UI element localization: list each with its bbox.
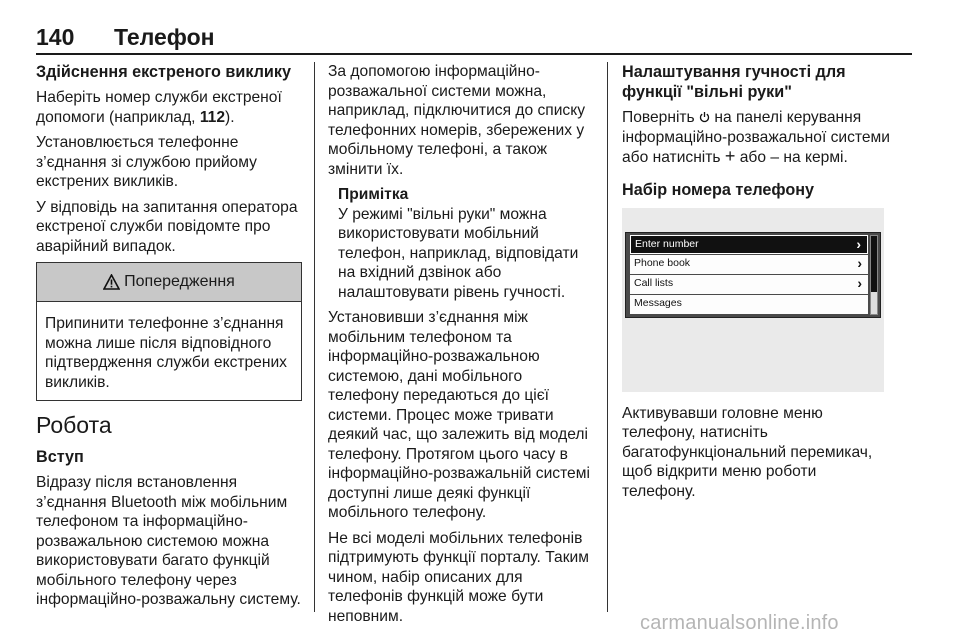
scrollbar-thumb[interactable] (871, 236, 877, 292)
col2-paragraph-1: За допомогою інформаційно-розважальної системи можна, наприклад, підключитися до списку телефонних номерів, збережених у мобільному телефоні, а також змінити їх. (328, 63, 586, 178)
emergency-paragraph-2: Установлюється телефонне з’єднання зі службою прийому екстрених викликів. (36, 134, 257, 190)
dialing-paragraph: Активувавши головне меню телефону, натисніть багатофункціональний перемикач, щоб відкрити меню роботи телефону. (622, 404, 873, 500)
warning-icon (103, 274, 120, 290)
dialing-heading: Набір номера телефону (622, 180, 815, 199)
chevron-right-icon: › (857, 254, 862, 271)
note-body: У режимі "вільні руки" можна використовувати мобільний телефон, наприклад, відповідати на вхідний дзвінок або налаштовувати рівень гучності. (338, 205, 579, 301)
phone-menu-display (625, 232, 881, 318)
warning-header (37, 263, 301, 302)
column-divider-1 (314, 62, 315, 612)
volume-heading: Налаштування гучності для функції "вільні руки" (622, 63, 846, 101)
warning-title: Попередження (124, 273, 235, 291)
watermark: carmanualsonline.info (640, 612, 839, 634)
column-3 (622, 62, 892, 507)
menu-item-messages[interactable]: Messages (630, 295, 868, 314)
column-2 (328, 62, 596, 632)
phone-menu-screenshot (622, 208, 884, 392)
menu-item-call-lists[interactable]: Call lists › (630, 275, 868, 294)
note-title: Примітка (338, 186, 409, 203)
emergency-paragraph-3: У відповідь на запитання оператора екстреної служби повідомте про аварійний випадок. (36, 198, 298, 255)
plus-symbol: + (724, 146, 736, 166)
note-block (328, 185, 596, 302)
chevron-right-icon: › (856, 235, 861, 252)
intro-subheading: Вступ (36, 448, 84, 466)
emergency-paragraph-1: Наберіть номер служби екстреної допомоги (наприклад, 112). (36, 89, 282, 126)
page-number: 140 (36, 24, 75, 50)
column-1 (36, 62, 302, 616)
header-rule (36, 53, 912, 55)
col2-paragraph-3: Не всі моделі мобільних телефонів підтримують функції порталу. Таким чином, набір описаних для телефонів функцій може бути неповним. (328, 529, 589, 625)
emergency-number: 112 (199, 108, 226, 126)
chapter-title: Телефон (114, 24, 215, 50)
minus-symbol: – (770, 149, 780, 166)
intro-paragraph: Відразу після встановлення з’єднання Bluetooth між мобільним телефоном та інформаційно-розважальною системою можна використовувати багато функцій мобільного телефону через інформаційно-розважальну систему. (36, 474, 301, 608)
warning-box (36, 262, 302, 401)
volume-paragraph: Поверніть на панелі керування інформаційно-розважальної системи або натисніть + або – на кермі. (622, 109, 890, 166)
power-knob-icon (699, 111, 710, 123)
chevron-right-icon: › (857, 274, 862, 291)
column-divider-2 (607, 62, 608, 612)
menu-scrollbar[interactable] (870, 235, 878, 315)
menu-item-enter-number[interactable]: Enter number › (630, 235, 868, 254)
col2-paragraph-2: Установивши з’єднання між мобільним телефоном та інформаційно-розважальною системою, дані мобільного телефону передаються до цієї системи. Процес може тривати деякий час, що залежить від моделі телефону. Протягом цього часу в інформаційно-розважальній системі доступні лише деякі функції мобільного телефону. (328, 309, 590, 521)
menu-item-phone-book[interactable]: Phone book › (630, 255, 868, 274)
emergency-call-heading: Здійснення екстреного виклику (36, 63, 291, 81)
page-header (36, 24, 912, 54)
warning-body: Припинити телефонне з’єднання можна лише після відповідного підтвердження служби екстрених викликів. (45, 315, 287, 391)
section-title: Робота (36, 412, 112, 438)
